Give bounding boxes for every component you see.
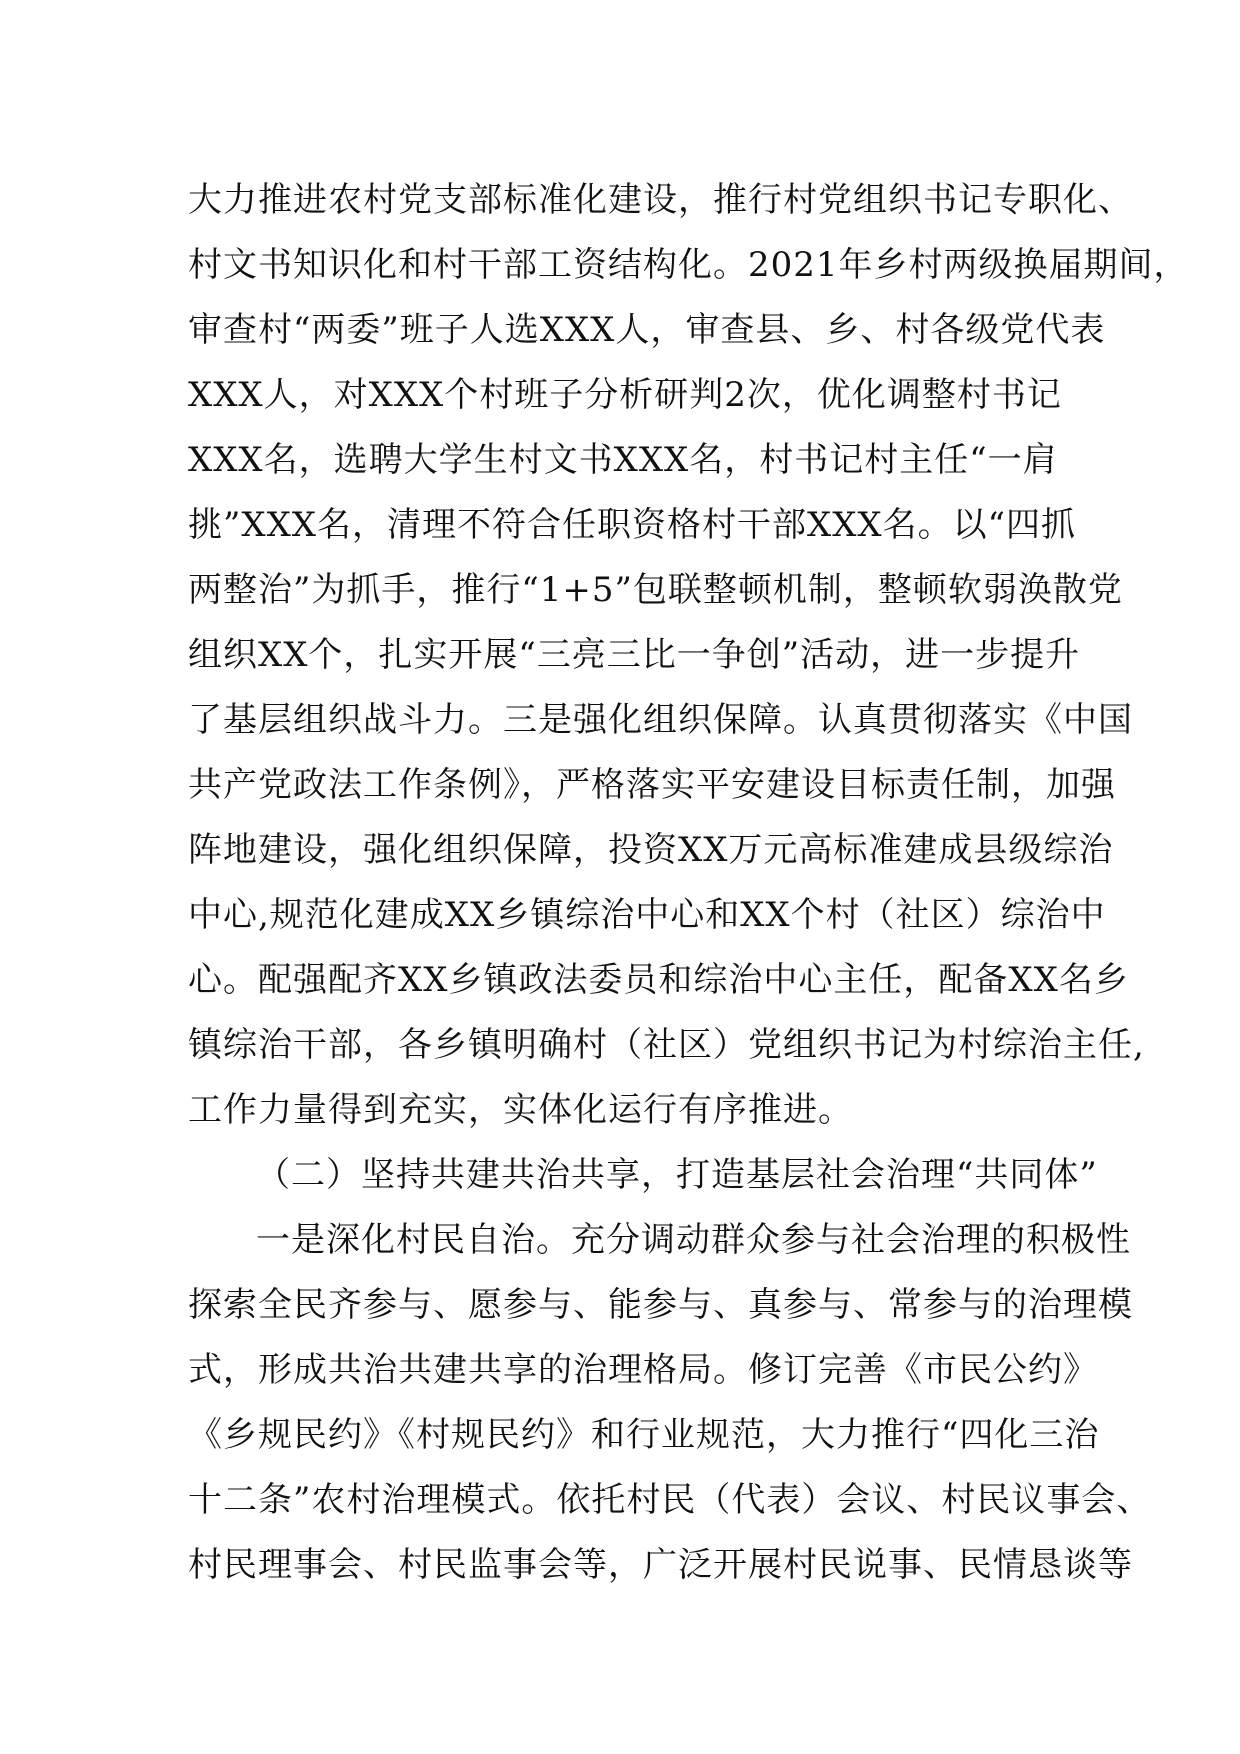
document-body bbox=[188, 168, 1189, 1598]
text-line: 审查村“两委”班子人选XXX人，审查县、乡、村各级党代表 bbox=[188, 310, 1106, 350]
section-heading: （二）坚持共建共治共享，打造基层社会治理“共同体” bbox=[256, 1155, 1098, 1195]
text-line: 探索全民齐参与、愿参与、能参与、真参与、常参与的治理模 bbox=[188, 1285, 1133, 1325]
text-line: XXX名，选聘大学生村文书XXX名，村书记村主任“一肩 bbox=[188, 440, 1058, 480]
text-line: 心。配强配齐XX乡镇政法委员和综治中心主任，配备XX名乡 bbox=[188, 960, 1129, 1000]
text-line: 阵地建设，强化组织保障，投资XX万元高标准建成县级综治 bbox=[188, 830, 1114, 870]
text-line: 组织XX个，扎实开展“三亮三比一争创”活动，进一步提升 bbox=[188, 635, 1081, 675]
text-line: 十二条”农村治理模式。依托村民（代表）会议、村民议事会、 bbox=[188, 1480, 1152, 1520]
text-line: 共产党政法工作条例》，严格落实平安建设目标责任制，加强 bbox=[188, 765, 1116, 805]
text-line: 村文书知识化和村干部工资结构化。2021年乡村两级换届期间， bbox=[188, 245, 1189, 285]
paragraph-first-line: 一是深化村民自治。充分调动群众参与社会治理的积极性 bbox=[256, 1220, 1131, 1260]
text-line: 《乡规民约》《村规民约》和行业规范，大力推行“四化三治 bbox=[188, 1415, 1100, 1455]
text-line: 大力推进农村党支部标准化建设，推行村党组织书记专职化、 bbox=[188, 180, 1133, 220]
text-line: 了基层组织战斗力。三是强化组织保障。认真贯彻落实《中国 bbox=[188, 700, 1133, 740]
text-line: 镇综治干部，各乡镇明确村（社区）党组织书记为村综治主任, bbox=[188, 1025, 1145, 1065]
text-line: 挑”XXX名，清理不符合任职资格村干部XXX名。以“四抓 bbox=[188, 505, 1076, 545]
text-line: 两整治”为抓手，推行“1+5”包联整顿机制，整顿软弱涣散党 bbox=[188, 570, 1123, 610]
text-line: 中心,规范化建成XX乡镇综治中心和XX个村（社区）综治中 bbox=[188, 895, 1106, 935]
text-line: 村民理事会、村民监事会等，广泛开展村民说事、民情恳谈等 bbox=[188, 1545, 1133, 1585]
text-line: 式，形成共治共建共享的治理格局。修订完善《市民公约》 bbox=[188, 1350, 1098, 1390]
text-line: 工作力量得到充实，实体化运行有序推进。 bbox=[188, 1090, 853, 1130]
text-line: XXX人，对XXX个村班子分析研判2次，优化调整村书记 bbox=[188, 375, 1062, 415]
